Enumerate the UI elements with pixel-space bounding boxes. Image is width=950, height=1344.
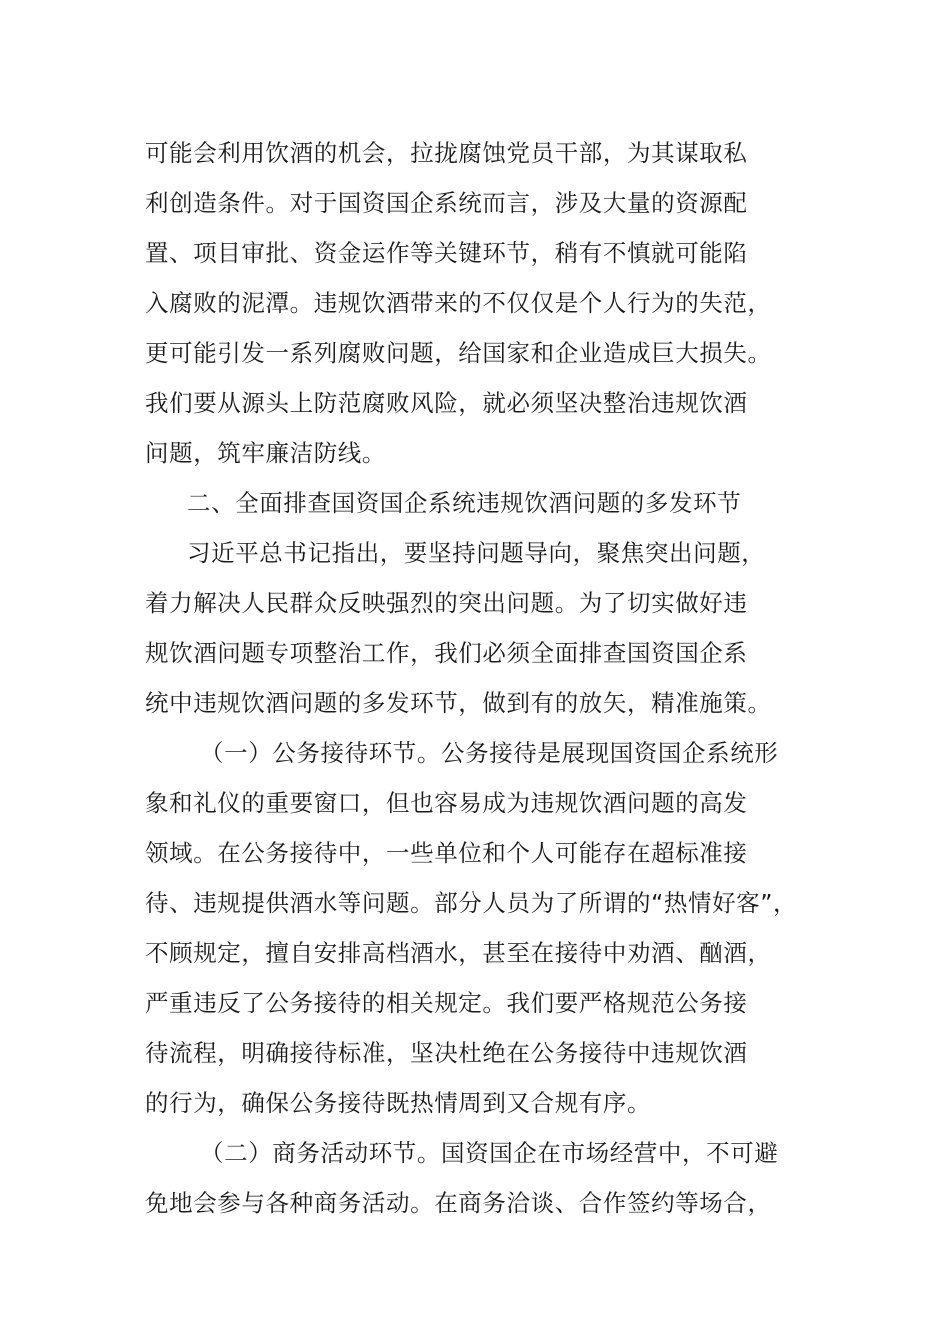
text-line: 领域。在公务接待中，一些单位和个人可能存在超标准接 — [145, 839, 748, 867]
text-line: 严重违反了公务接待的相关规定。我们要严格规范公务接 — [145, 989, 748, 1017]
text-line: 规饮酒问题专项整治工作，我们必须全面排查国资国企系 — [145, 639, 748, 667]
text-line: 问题，筑牢廉洁防线。 — [145, 439, 386, 467]
text-line: 免地会参与各种商务活动。在商务洽谈、合作签约等场合， — [145, 1189, 772, 1217]
text-line: 象和礼仪的重要窗口，但也容易成为违规饮酒问题的高发 — [145, 789, 748, 817]
text-line: 置、项目审批、资金运作等关键环节，稍有不慎就可能陷 — [145, 239, 748, 267]
text-line: 更可能引发一系列腐败问题，给国家和企业造成巨大损失。 — [145, 339, 772, 367]
text-line: 可能会利用饮酒的机会，拉拢腐蚀党员干部，为其谋取私 — [145, 139, 748, 167]
text-line: 入腐败的泥潭。违规饮酒带来的不仅仅是个人行为的失范， — [145, 289, 772, 317]
text-line: 习近平总书记指出，要坚持问题导向，聚焦突出问题， — [187, 539, 766, 567]
text-line: 我们要从源头上防范腐败风险，就必须坚决整治违规饮酒 — [145, 389, 748, 417]
text-line: 统中违规饮酒问题的多发环节，做到有的放矢，精准施策。 — [145, 689, 772, 717]
section-heading: 二、全面排查国资国企系统违规饮酒问题的多发环节 — [187, 489, 742, 517]
text-line: 不顾规定，擅自安排高档酒水，甚至在接待中劝酒、酗酒， — [145, 939, 772, 967]
subsection-line: （二）商务活动环节。国资国企在市场经营中，不可避 — [200, 1139, 779, 1167]
text-line: 利创造条件。对于国资国企系统而言，涉及大量的资源配 — [145, 189, 748, 217]
subsection-line: （一）公务接待环节。公务接待是展现国资国企系统形 — [200, 739, 779, 767]
text-line: 待流程，明确接待标准，坚决杜绝在公务接待中违规饮酒 — [145, 1039, 748, 1067]
text-line: 待、违规提供酒水等问题。部分人员为了所谓的“热情好客”， — [145, 889, 798, 917]
text-line: 的行为，确保公务接待既热情周到又合规有序。 — [145, 1089, 652, 1117]
text-line: 着力解决人民群众反映强烈的突出问题。为了切实做好违 — [145, 589, 748, 617]
